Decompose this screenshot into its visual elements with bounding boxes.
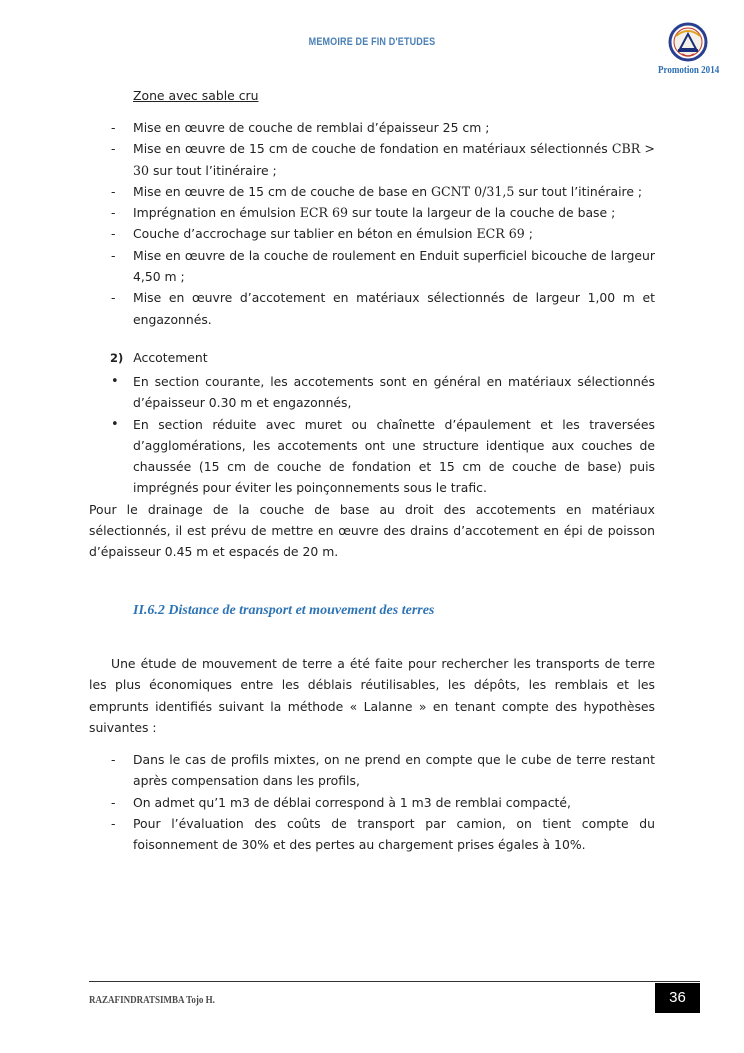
zone-subtitle: Zone avec sable cru xyxy=(133,88,259,103)
footer-author: RAZAFINDRATSIMBA Tojo H. xyxy=(89,994,215,1006)
zone-list-block xyxy=(89,117,655,330)
hypotheses-list xyxy=(89,749,655,855)
accotement-block xyxy=(89,371,655,563)
promotion-label: Promotion 2014 xyxy=(658,64,720,76)
heading-number: 2) xyxy=(110,351,124,365)
math-expression: GCNT 0/31,5 xyxy=(430,183,515,199)
list-item: - Mise en œuvre de la couche de roulement en Enduit superficiel bicouche de largeur 4,50 m ; xyxy=(111,247,655,285)
running-header-title: MEMOIRE DE FIN D'ETUDES xyxy=(308,36,436,48)
page-number: 36 xyxy=(655,983,700,1013)
drainage-paragraph: Pour le drainage de la couche de base au droit des accotements en matériaux sélectionnés, il est prévu de mettre en œuvre des drains d’accotement en épi de poisson d’épaisseur 0.45 m et espacés de 20 m. xyxy=(89,501,655,560)
section-body xyxy=(89,653,655,856)
accotement-bullets xyxy=(89,371,655,499)
footer-divider xyxy=(89,981,700,982)
list-item: - Couche d’accrochage sur tablier en béton en émulsion ECR 69 ; xyxy=(111,226,533,242)
list-item: - Mise en œuvre de 15 cm de couche de base en GCNT 0/31,5 sur tout l’itinéraire ; xyxy=(111,183,643,199)
heading-text: Accotement xyxy=(133,350,208,365)
math-expression: CBR > 30 xyxy=(133,141,655,178)
list-item: - Mise en œuvre de 15 cm de couche de fondation en matériaux sélectionnés CBR > 30 sur tout l’itinéraire ; xyxy=(111,141,655,178)
school-emblem-icon xyxy=(668,22,708,62)
section-title: II.6.2 Distance de transport et mouvement des terres xyxy=(133,603,435,618)
list-item: - Mise en œuvre d’accotement en matériaux sélectionnés de largeur 1,00 m et engazonnés. xyxy=(111,290,655,327)
list-item: - On admet qu’1 m3 de déblai correspond à 1 m3 de remblai compacté, xyxy=(111,794,571,810)
list-item: - Pour l’évaluation des coûts de transport par camion, on tient compte du foisonnement de 30% et des pertes au chargement prises égales à 10%. xyxy=(111,816,655,853)
math-expression: ECR 69 xyxy=(299,205,349,221)
list-item: • En section réduite avec muret ou chaînette d’épaulement et les traversées d’agglomérations, les accotements ont une structure identique aux couches de chaussée (15 cm de couche de fondation et 15 cm de couche de base) puis imprégnés pour éviter les poinçonnements sous le trafic. xyxy=(111,416,655,496)
zone-list xyxy=(89,117,655,330)
math-expression: ECR 69 xyxy=(476,226,525,242)
list-item: - Mise en œuvre de couche de remblai d’épaisseur 25 cm ; xyxy=(111,120,490,135)
list-item: - Imprégnation en émulsion ECR 69 sur toute la largeur de la couche de base ; xyxy=(111,205,616,221)
accotement-heading xyxy=(110,350,208,365)
intro-paragraph: Une étude de mouvement de terre a été faite pour rechercher les transports de terre les plus économiques entre les déblais réutilisables, les dépôts, les remblais et les emprunts identifiés suivant la méthode « Lalanne » en tenant compte des hypothèses suivantes : xyxy=(89,656,655,735)
list-item: - Dans le cas de profils mixtes, on ne prend en compte que le cube de terre restant après compensation dans les profils, xyxy=(111,752,655,789)
list-item: • En section courante, les accotements sont en général en matériaux sélectionnés d’épaisseur 0.30 m et engazonnés, xyxy=(111,374,655,411)
